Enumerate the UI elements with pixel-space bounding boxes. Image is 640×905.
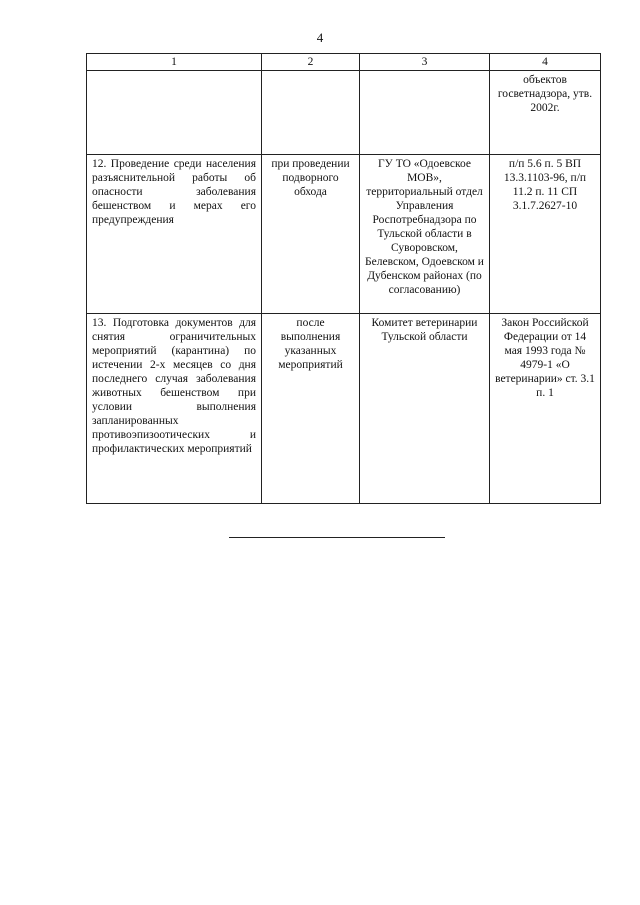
row-13-measure-cell: 13. Подготовка документов для снятия ограничительных мероприятий (карантина) по истечении 2-х месяцев со дня последнего случая заболевания животных бешенством при условии выполнения запланированных противоэпизоотических и профилактических мероприятий	[87, 314, 262, 504]
header-cell-1: 1	[87, 54, 262, 71]
measures-table	[86, 53, 601, 504]
row-cont-basis-cell: объектов госветнадзора, утв. 2002г.	[490, 71, 601, 155]
row-12-responsible-cell: ГУ ТО «Одоевское МОВ», территориальный отдел Управления Роспотребнадзора по Тульской области в Суворовском, Белевском, Одоевском и Дубенском районах (по согласованию)	[360, 155, 490, 314]
row-13-timing-cell: после выполнения указанных мероприятий	[262, 314, 360, 504]
header-cell-4: 4	[490, 54, 601, 71]
row-cont-measure-cell	[87, 71, 262, 155]
header-cell-3: 3	[360, 54, 490, 71]
table-header-row	[87, 54, 601, 71]
row-13-responsible-cell: Комитет ветеринарии Тульской области	[360, 314, 490, 504]
page-number: 4	[316, 30, 324, 45]
row-cont-responsible-cell	[360, 71, 490, 155]
table-row-13	[87, 314, 601, 504]
row-13-basis-cell: Закон Российской Федерации от 14 мая 1993 года № 4979-1 «О ветеринарии» ст. 3.1 п. 1	[490, 314, 601, 504]
closing-rule-line	[229, 537, 445, 538]
row-12-basis-cell: п/п 5.6 п. 5 ВП 13.3.1103-96, п/п 11.2 п. 11 СП 3.1.7.2627-10	[490, 155, 601, 314]
row-12-timing-cell: при проведении подворного обхода	[262, 155, 360, 314]
header-cell-2: 2	[262, 54, 360, 71]
table-row-12	[87, 155, 601, 314]
row-cont-timing-cell	[262, 71, 360, 155]
table-row-continuation	[87, 71, 601, 155]
row-12-measure-cell: 12. Проведение среди населения разъяснительной работы об опасности заболевания бешенством и мерах его предупреждения	[87, 155, 262, 314]
